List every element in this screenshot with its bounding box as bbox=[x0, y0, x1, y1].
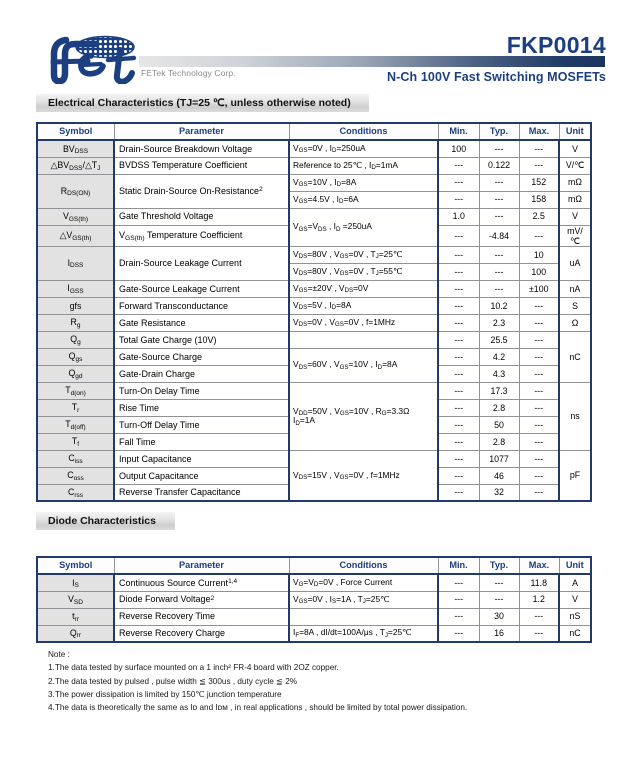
cell-symbol: $R_g$ bbox=[37, 314, 114, 331]
cell-typ: 1077 bbox=[479, 450, 519, 467]
electrical-characteristics-table bbox=[36, 122, 592, 502]
cell-symbol: $\triangle BV_{DSS}/\triangle T_J$ bbox=[37, 157, 114, 174]
cell-min: --- bbox=[438, 314, 479, 331]
cell-typ: 4.2 bbox=[479, 348, 519, 365]
cell-parameter: Forward Transconductance bbox=[114, 297, 289, 314]
col-header-typ: Typ. bbox=[479, 123, 519, 140]
cell-max: --- bbox=[519, 314, 559, 331]
cell-typ: --- bbox=[479, 263, 519, 280]
cell-symbol: $BV_{DSS}$ bbox=[37, 140, 114, 157]
table-row bbox=[37, 625, 591, 642]
cell-unit: V/℃ bbox=[559, 157, 591, 174]
electrical-table-header bbox=[37, 123, 591, 140]
cell-unit: V bbox=[559, 208, 591, 225]
cell-max: --- bbox=[519, 399, 559, 416]
table-row bbox=[37, 382, 591, 399]
cell-unit: pF bbox=[559, 450, 591, 501]
diode-table-body bbox=[37, 574, 591, 642]
section-title-diode-label: Diode Characteristics bbox=[48, 515, 156, 527]
cell-min: --- bbox=[438, 331, 479, 348]
note-line: 3.The power dissipation is limited by 150℃ junction temperature bbox=[48, 689, 282, 699]
cell-unit: uA bbox=[559, 246, 591, 280]
table-row bbox=[37, 157, 591, 174]
cell-max: --- bbox=[519, 365, 559, 382]
cell-parameter: Gate-Source Charge bbox=[114, 348, 289, 365]
cell-parameter: Fall Time bbox=[114, 433, 289, 450]
cell-unit: nS bbox=[559, 608, 591, 625]
cell-symbol: $Q_g$ bbox=[37, 331, 114, 348]
cell-typ: --- bbox=[479, 591, 519, 608]
cell-parameter: Input Capacitance bbox=[114, 450, 289, 467]
table-row bbox=[37, 140, 591, 157]
cell-typ: --- bbox=[479, 246, 519, 263]
cell-max: --- bbox=[519, 450, 559, 467]
col-header-typ: Typ. bbox=[479, 557, 519, 574]
section-title-electrical bbox=[36, 94, 369, 112]
cell-parameter: Reverse Transfer Capacitance bbox=[114, 484, 289, 501]
cell-max: 158 bbox=[519, 191, 559, 208]
cell-conditions bbox=[289, 608, 438, 625]
cell-parameter: Reverse Recovery Time bbox=[114, 608, 289, 625]
cell-conditions: Reference to 25℃ , $I_D=1mA$ bbox=[289, 157, 438, 174]
cell-symbol: $Q_{gs}$ bbox=[37, 348, 114, 365]
cell-max: --- bbox=[519, 625, 559, 642]
cell-symbol: $I_S$ bbox=[37, 574, 114, 591]
table-header-row bbox=[37, 123, 591, 140]
cell-symbol: $I_{DSS}$ bbox=[37, 246, 114, 280]
cell-parameter: BVDSS Temperature Coefficient bbox=[114, 157, 289, 174]
cell-unit: V bbox=[559, 591, 591, 608]
cell-unit: nC bbox=[559, 625, 591, 642]
cell-typ: 30 bbox=[479, 608, 519, 625]
page-header bbox=[0, 0, 628, 92]
electrical-table-body bbox=[37, 140, 591, 501]
cell-parameter: Turn-Off Delay Time bbox=[114, 416, 289, 433]
col-header-symbol: Symbol bbox=[37, 123, 114, 140]
col-header-unit: Unit bbox=[559, 557, 591, 574]
col-header-unit: Unit bbox=[559, 123, 591, 140]
cell-max: --- bbox=[519, 348, 559, 365]
cell-conditions: $V_{DS}=0V$ , $V_{GS}=0V$ , f=1MHz bbox=[289, 314, 438, 331]
cell-symbol: $t_{rr}$ bbox=[37, 608, 114, 625]
cell-symbol: $R_{DS(ON)}$ bbox=[37, 174, 114, 208]
cell-min: --- bbox=[438, 416, 479, 433]
cell-typ: 10.2 bbox=[479, 297, 519, 314]
cell-min: --- bbox=[438, 625, 479, 642]
table-row bbox=[37, 174, 591, 191]
cell-min: --- bbox=[438, 433, 479, 450]
cell-conditions: $V_G=V_D=0V$ , Force Current bbox=[289, 574, 438, 591]
col-header-max: Max. bbox=[519, 123, 559, 140]
col-header-parameter: Parameter bbox=[114, 123, 289, 140]
cell-parameter: Turn-On Delay Time bbox=[114, 382, 289, 399]
cell-parameter: Continuous Source Current$^{1,4}$ bbox=[114, 574, 289, 591]
cell-parameter: Rise Time bbox=[114, 399, 289, 416]
cell-parameter: Total Gate Charge (10V) bbox=[114, 331, 289, 348]
cell-max: --- bbox=[519, 484, 559, 501]
cell-min: 100 bbox=[438, 140, 479, 157]
cell-parameter: Gate Resistance bbox=[114, 314, 289, 331]
col-header-min: Min. bbox=[438, 557, 479, 574]
cell-min: --- bbox=[438, 591, 479, 608]
cell-conditions: $V_{GS}=V_{DS}$ , $I_D =250uA$ bbox=[289, 208, 438, 246]
cell-symbol: $V_{SD}$ bbox=[37, 591, 114, 608]
cell-typ: 16 bbox=[479, 625, 519, 642]
fetek-logo-icon bbox=[48, 34, 153, 84]
cell-max: 10 bbox=[519, 246, 559, 263]
table-row bbox=[37, 208, 591, 225]
table-row bbox=[37, 591, 591, 608]
cell-parameter: Gate Threshold Voltage bbox=[114, 208, 289, 225]
cell-symbol: $V_{GS(th)}$ bbox=[37, 208, 114, 225]
cell-conditions: $V_{GS}=\pm 20V$ , $V_{DS}=0V$ bbox=[289, 280, 438, 297]
col-header-min: Min. bbox=[438, 123, 479, 140]
cell-typ: --- bbox=[479, 280, 519, 297]
cell-conditions: $V_{DS}=80V$ , $V_{GS}=0V$ , $T_J=55℃$ bbox=[289, 263, 438, 280]
company-name: FETek Technology Corp. bbox=[141, 68, 236, 78]
cell-min: --- bbox=[438, 574, 479, 591]
section-title-diode bbox=[36, 512, 175, 530]
cell-max: --- bbox=[519, 382, 559, 399]
cell-min: --- bbox=[438, 365, 479, 382]
notes-heading: Note : bbox=[48, 650, 70, 659]
cell-typ: --- bbox=[479, 191, 519, 208]
cell-min: --- bbox=[438, 348, 479, 365]
cell-max: --- bbox=[519, 140, 559, 157]
cell-parameter: Output Capacitance bbox=[114, 467, 289, 484]
table-row bbox=[37, 331, 591, 348]
cell-min: --- bbox=[438, 450, 479, 467]
cell-symbol: $C_{rss}$ bbox=[37, 484, 114, 501]
cell-symbol: $\triangle V_{GS(th)}$ bbox=[37, 225, 114, 246]
cell-typ: 2.8 bbox=[479, 399, 519, 416]
cell-symbol: $Q_{gd}$ bbox=[37, 365, 114, 382]
cell-unit: S bbox=[559, 297, 591, 314]
cell-typ: 0.122 bbox=[479, 157, 519, 174]
cell-max: --- bbox=[519, 157, 559, 174]
cell-max: --- bbox=[519, 467, 559, 484]
cell-max: 1.2 bbox=[519, 591, 559, 608]
cell-parameter: Gate-Source Leakage Current bbox=[114, 280, 289, 297]
cell-conditions: $V_{GS}=10V$ , $I_D=8A$ bbox=[289, 174, 438, 191]
cell-min: --- bbox=[438, 608, 479, 625]
cell-symbol: $Q_{rr}$ bbox=[37, 625, 114, 642]
cell-min: --- bbox=[438, 157, 479, 174]
cell-conditions: $V_{DS}=60V$ , $V_{GS}=10V$ , $I_D=8A$ bbox=[289, 348, 438, 382]
note-line: 4.The data is theoretically the same as Iᴅ and Iᴅᴍ , in real applications , should be limited by total power dissipation. bbox=[48, 703, 468, 713]
cell-conditions: $V_{GS}=0V$ , $I_D=250uA$ bbox=[289, 140, 438, 157]
cell-symbol: $I_{GSS}$ bbox=[37, 280, 114, 297]
cell-typ: --- bbox=[479, 574, 519, 591]
cell-max: --- bbox=[519, 331, 559, 348]
fetek-logo bbox=[48, 34, 153, 84]
col-header-conditions: Conditions bbox=[289, 123, 438, 140]
cell-parameter: Drain-Source Breakdown Voltage bbox=[114, 140, 289, 157]
cell-typ: 2.3 bbox=[479, 314, 519, 331]
cell-max: --- bbox=[519, 225, 559, 246]
col-header-conditions: Conditions bbox=[289, 557, 438, 574]
cell-parameter: $V_{GS(th)}$ Temperature Coefficient bbox=[114, 225, 289, 246]
product-subtitle: N-Ch 100V Fast Switching MOSFETs bbox=[387, 70, 606, 84]
cell-symbol: $C_{oss}$ bbox=[37, 467, 114, 484]
cell-unit: nC bbox=[559, 331, 591, 382]
table-row bbox=[37, 280, 591, 297]
cell-max: 2.5 bbox=[519, 208, 559, 225]
cell-max: 100 bbox=[519, 263, 559, 280]
cell-min: --- bbox=[438, 280, 479, 297]
cell-min: --- bbox=[438, 263, 479, 280]
col-header-max: Max. bbox=[519, 557, 559, 574]
cell-conditions: $V_{DS}=5V$ , $I_D=8A$ bbox=[289, 297, 438, 314]
cell-symbol: $C_{iss}$ bbox=[37, 450, 114, 467]
table-row bbox=[37, 246, 591, 263]
cell-symbol: $T_{d(off)}$ bbox=[37, 416, 114, 433]
cell-parameter: Diode Forward Voltage$^2$ bbox=[114, 591, 289, 608]
table-row bbox=[37, 297, 591, 314]
cell-typ: -4.84 bbox=[479, 225, 519, 246]
cell-min: --- bbox=[438, 297, 479, 314]
cell-conditions: $I_F=8A$ , dI/dt=100A/μs , $T_J=25℃$ bbox=[289, 625, 438, 642]
cell-symbol: $T_f$ bbox=[37, 433, 114, 450]
cell-typ: --- bbox=[479, 208, 519, 225]
cell-parameter: Gate-Drain Charge bbox=[114, 365, 289, 382]
cell-min: 1.0 bbox=[438, 208, 479, 225]
note-line: 2.The data tested by pulsed , pulse width ≦ 300us , duty cycle ≦ 2% bbox=[48, 676, 298, 686]
cell-unit: V bbox=[559, 140, 591, 157]
notes-list bbox=[48, 661, 568, 714]
table-row bbox=[37, 348, 591, 365]
cell-typ: 25.5 bbox=[479, 331, 519, 348]
cell-unit: ns bbox=[559, 382, 591, 450]
cell-min: --- bbox=[438, 246, 479, 263]
section-title-electrical-label: Electrical Characteristics (TJ=25 ℃, unless otherwise noted) bbox=[48, 97, 351, 109]
cell-conditions bbox=[289, 331, 438, 348]
cell-parameter: Reverse Recovery Charge bbox=[114, 625, 289, 642]
cell-min: --- bbox=[438, 382, 479, 399]
cell-typ: 46 bbox=[479, 467, 519, 484]
cell-min: --- bbox=[438, 174, 479, 191]
cell-unit: mΩ bbox=[559, 174, 591, 191]
cell-symbol: $T_{d(on)}$ bbox=[37, 382, 114, 399]
cell-min: --- bbox=[438, 225, 479, 246]
cell-unit: Ω bbox=[559, 314, 591, 331]
cell-typ: 2.8 bbox=[479, 433, 519, 450]
cell-unit: nA bbox=[559, 280, 591, 297]
table-row bbox=[37, 608, 591, 625]
cell-unit: A bbox=[559, 574, 591, 591]
cell-conditions: $V_{GS}=0V$ , $I_S=1A$ , $T_J=25℃$ bbox=[289, 591, 438, 608]
cell-typ: 4.3 bbox=[479, 365, 519, 382]
cell-conditions: $V_{DS}=80V$ , $V_{GS}=0V$ , $T_J=25℃$ bbox=[289, 246, 438, 263]
col-header-parameter: Parameter bbox=[114, 557, 289, 574]
cell-max: ±100 bbox=[519, 280, 559, 297]
part-number: FKP0014 bbox=[506, 32, 606, 58]
cell-typ: 50 bbox=[479, 416, 519, 433]
col-header-symbol: Symbol bbox=[37, 557, 114, 574]
cell-typ: 32 bbox=[479, 484, 519, 501]
diode-table-header bbox=[37, 557, 591, 574]
table-row bbox=[37, 574, 591, 591]
cell-max: --- bbox=[519, 608, 559, 625]
cell-conditions: $V_{DS}=15V$ , $V_{GS}=0V$ , f=1MHz bbox=[289, 450, 438, 501]
table-row bbox=[37, 450, 591, 467]
cell-parameter: Static Drain-Source On-Resistance$^2$ bbox=[114, 174, 289, 208]
cell-min: --- bbox=[438, 399, 479, 416]
cell-min: --- bbox=[438, 191, 479, 208]
cell-max: --- bbox=[519, 297, 559, 314]
cell-typ: 17.3 bbox=[479, 382, 519, 399]
notes-block bbox=[48, 648, 568, 714]
cell-typ: --- bbox=[479, 174, 519, 191]
cell-conditions: $V_{DD}=50V$ , $V_{GS}=10V$ , $R_G=3.3\Omega$ $I_D=1A$ bbox=[289, 382, 438, 450]
note-line: 1.The data tested by surface mounted on a 1 inch² FR-4 board with 2OZ copper. bbox=[48, 663, 339, 673]
cell-max: 152 bbox=[519, 174, 559, 191]
cell-unit: mΩ bbox=[559, 191, 591, 208]
cell-min: --- bbox=[438, 484, 479, 501]
cell-conditions: $V_{GS}=4.5V$ , $I_D=6A$ bbox=[289, 191, 438, 208]
cell-symbol: $T_r$ bbox=[37, 399, 114, 416]
cell-max: 11.8 bbox=[519, 574, 559, 591]
cell-max: --- bbox=[519, 416, 559, 433]
cell-typ: --- bbox=[479, 140, 519, 157]
cell-symbol: gfs bbox=[37, 297, 114, 314]
cell-max: --- bbox=[519, 433, 559, 450]
cell-min: --- bbox=[438, 467, 479, 484]
cell-unit: mV/℃ bbox=[559, 225, 591, 246]
table-row bbox=[37, 314, 591, 331]
table-header-row bbox=[37, 557, 591, 574]
diode-characteristics-table bbox=[36, 556, 592, 643]
cell-parameter: Drain-Source Leakage Current bbox=[114, 246, 289, 280]
